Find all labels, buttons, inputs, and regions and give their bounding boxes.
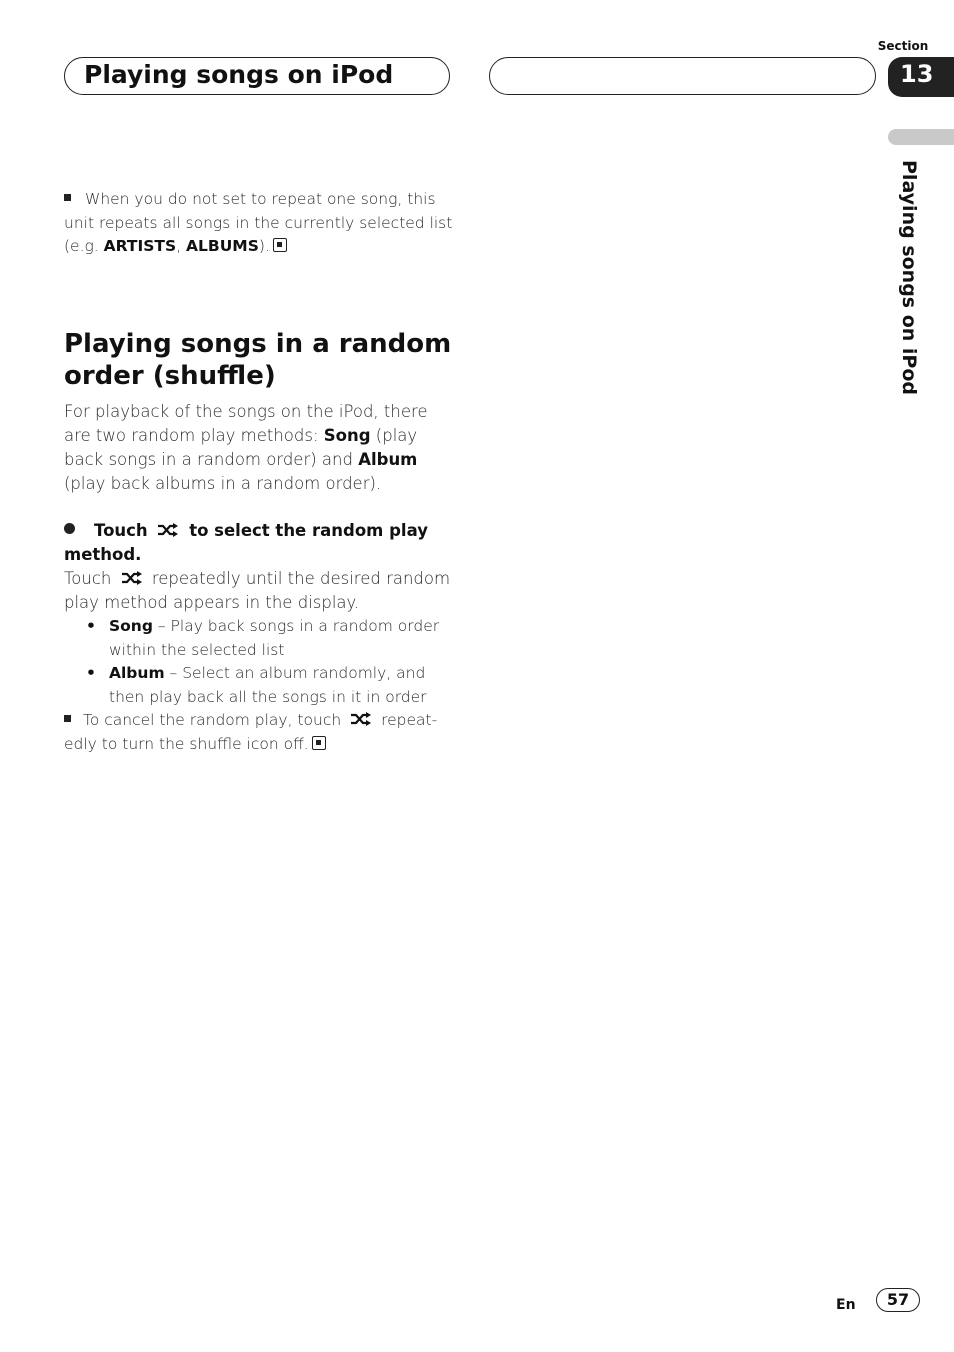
header-right-box [489, 57, 876, 95]
end-mark-icon [312, 736, 326, 750]
repeat-note-text: When you do not set to repeat one song, this unit repeats all songs in the currently selected list (e.g. ARTISTS, ALBUMS). [64, 190, 453, 255]
shuffle-icon [121, 571, 143, 585]
section-tab [888, 57, 954, 97]
intro-paragraph: For playback of the songs on the iPod, there are two random play methods: Song (play back songs in a random order) and Album (play back albums in a random order). [64, 402, 428, 493]
section-heading: Playing songs in a random order (shuffle) [64, 329, 452, 391]
shuffle-icon [157, 523, 179, 537]
repeat-note [64, 188, 456, 259]
side-tab-bar [888, 129, 954, 145]
footer-language: En [836, 1297, 856, 1313]
header-title-box [64, 57, 450, 95]
option-album: • Album – Select an album randomly, and then play back all the songs in it in order [64, 662, 456, 709]
section-number: 13 [900, 60, 934, 88]
cancel-note: To cancel the random play, touch repeat-edly to turn the shuffle icon off. [64, 711, 438, 753]
option-song: • Song – Play back songs in a random order within the selected list [64, 615, 456, 662]
section-label: Section [877, 39, 929, 53]
step-bullet [64, 523, 75, 534]
step-instruction: Touch to select the random play method. Touch repeatedly until the desired random play method appears in the display. • Song – Play back songs in a random order within the selected list • Album – Select an album randomly, and then play back all the songs in it in order To cancel the random play, touch repeat-edly to turn the shuffle icon off. [64, 519, 456, 756]
step-body: Touch repeatedly until the desired random play method appears in the display. [64, 569, 451, 612]
page-number: 57 [876, 1288, 920, 1312]
end-mark-icon [273, 238, 287, 252]
song-term: Song [323, 426, 371, 445]
album-term: Album [358, 450, 418, 469]
side-title: Playing songs on iPod [898, 160, 920, 396]
shuffle-icon [350, 712, 372, 726]
artists-label: ARTISTS [103, 237, 177, 255]
header-title: Playing songs on iPod [84, 60, 394, 89]
albums-label: ALBUMS [186, 237, 259, 255]
note-square-icon [64, 715, 71, 722]
note-square-icon [64, 194, 71, 201]
